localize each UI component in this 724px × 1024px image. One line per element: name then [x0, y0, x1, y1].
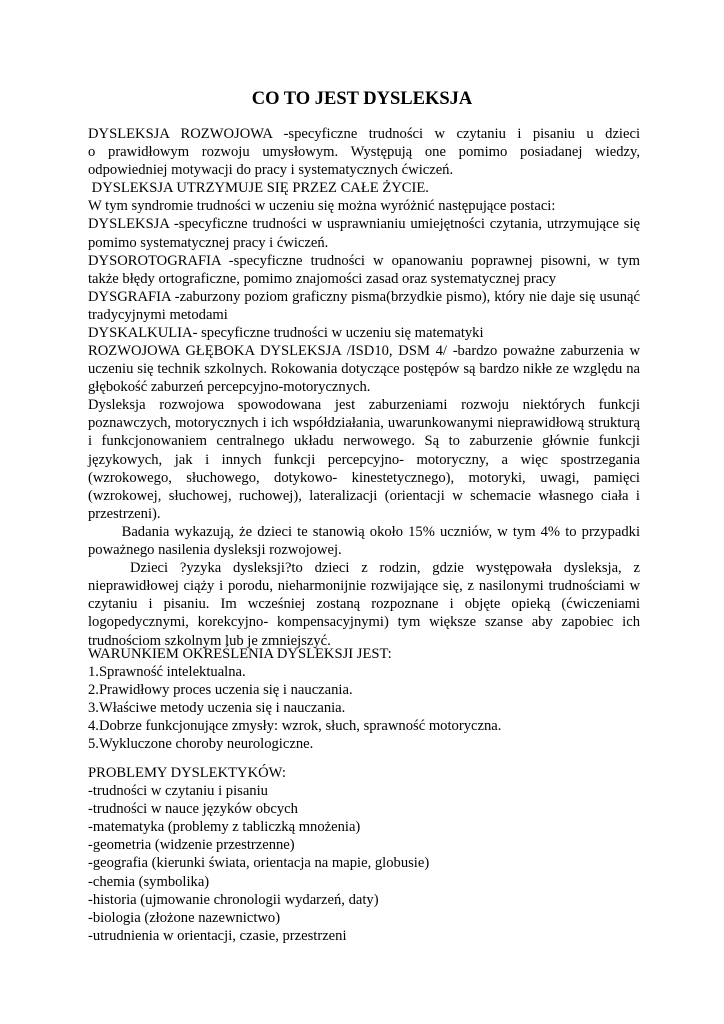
problems-item: -historia (ujmowanie chronologii wydarzeń, daty)	[88, 891, 379, 908]
text-line: (wzrokowej, słuchowej, ruchowej), lateralizacji (orientacji w schemacie własnego ciała i	[88, 487, 640, 504]
text-line: DYSLEKSJA ROZWOJOWA -specyficzne trudności w czytaniu i pisaniu u dzieci	[88, 126, 640, 142]
text-line: Badania wykazują, że dzieci te stanowią około 15% uczniów, w tym 4% to przypadki	[121, 523, 640, 540]
text-line: DYSOROTOGRAFIA -specyficzne trudności w opanowaniu poprawnej pisowni, w tym	[88, 252, 640, 269]
text-line: poważnego nasilenia dysleksji rozwojowej.	[88, 542, 342, 559]
problems-item: -trudności w czytaniu i pisaniu	[88, 783, 268, 800]
text-line: DYSKALKULIA- specyficzne trudności w uczeniu się matematyki	[88, 325, 484, 342]
text-line: odpowiedniej motywacji do pracy i systematycznych ćwiczeń.	[88, 162, 454, 179]
conditions-item: 3.Właściwe metody uczenia się i nauczania.	[88, 700, 346, 717]
conditions-item: 5.Wykluczone choroby neurologiczne.	[88, 736, 314, 753]
text-line: językowych, jak i innych funkcji percepcyjno- motoryczny, a więc spostrzegania	[88, 451, 640, 468]
text-line: przestrzeni).	[88, 505, 161, 522]
text-line: Dysleksja rozwojowa spowodowana jest zaburzeniami rozwoju niektórych funkcji	[88, 397, 640, 414]
text-line: czytaniu i pisaniu. Im wcześniej zostaną rozpoznane i objęte opieką (ćwiczeniami	[88, 596, 640, 613]
text-line: (wzrokowego, słuchowego, dotykowo- kinestetycznego), motoryki, uwagi, pamięci	[88, 469, 640, 486]
problems-item: -geografia (kierunki świata, orientacja na mapie, globusie)	[88, 855, 430, 872]
conditions-item: 2.Prawidłowy proces uczenia się i nauczania.	[88, 682, 353, 699]
text-line: pomimo systematycznej pracy i ćwiczeń.	[88, 234, 329, 251]
problems-item: -biologia (złożone nazewnictwo)	[88, 909, 281, 926]
text-line: logopedycznymi, korekcyjno- kompensacyjnymi) tym większe szanse aby zapobiec ich	[88, 614, 640, 631]
conditions-item: 4.Dobrze funkcjonujące zmysły: wzrok, słuch, sprawność motoryczna.	[88, 718, 502, 735]
text-line: tradycyjnymi metodami	[88, 306, 228, 323]
text-line: DYSLEKSJA UTRZYMUJE SIĘ PRZEZ CAŁE ŻYCIE.	[88, 180, 429, 197]
deep-dyslexia-section	[88, 342, 640, 650]
problems-item: -trudności w nauce języków obcych	[88, 801, 298, 818]
problems-heading: PROBLEMY DYSLEKTYKÓW:	[88, 765, 286, 781]
page-title: CO TO JEST DYSLEKSJA	[251, 89, 473, 109]
problems-item: -matematyka (problemy z tabliczką mnożenia)	[88, 819, 361, 836]
text-line: trudnościom szkolnym lub je zmniejszyć.	[88, 632, 331, 649]
problems-item: -utrudnienia w orientacji, czasie, przestrzeni	[88, 927, 347, 944]
problems-section	[88, 764, 640, 945]
problems-item: -chemia (symbolika)	[88, 873, 210, 890]
text-line: DYSGRAFIA -zaburzony poziom graficzny pisma(brzydkie pismo), który nie daje się usunąć	[88, 288, 640, 305]
conditions-item: 1.Sprawność intelektualna.	[88, 664, 246, 681]
text-line: o prawidłowym rozwoju umysłowym. Występują one pomimo posiadanej wiedzy,	[88, 144, 640, 161]
text-line: głębokość zaburzeń percepcyjno-motorycznych.	[88, 379, 371, 396]
text-line: W tym syndromie trudności w uczeniu się można wyróżnić następujące postaci:	[88, 198, 556, 215]
conditions-section	[88, 645, 640, 754]
text-line: uczeniu się technik szkolnych. Rokowania dotyczące postępów są bardzo nikłe ze względu na	[88, 361, 640, 378]
definitions-section	[88, 125, 640, 342]
text-line: nieprawidłowej ciąży i porodu, nieharmonijnie rozwijające się, z nasilonymi trudnościami w	[88, 578, 640, 595]
text-line: Dzieci ?yzyka dysleksji?to dzieci z rodzin, gdzie występowała dysleksja, z	[130, 560, 640, 577]
text-line: DYSLEKSJA -specyficzne trudności w usprawnianiu umiejętności czytania, utrzymujące się	[88, 216, 640, 233]
conditions-heading: WARUNKIEM OKREŚLENIA DYSLEKSJI JEST:	[88, 646, 392, 662]
text-line: poznawczych, motorycznych i ich współdziałania, uwarunkowanymi nieprawidłową strukturą	[88, 415, 640, 432]
text-line: i funkcjonowaniem centralnego układu nerwowego. Są to zaburzenie głównie funkcji	[88, 433, 640, 450]
problems-item: -geometria (widzenie przestrzenne)	[88, 837, 295, 854]
text-line: także błędy ortograficzne, pomimo znajomości zasad oraz systematycznej pracy	[88, 270, 557, 287]
text-line: ROZWOJOWA GŁĘBOKA DYSLEKSJA /ISD10, DSM 4/ -bardzo poważne zaburzenia w	[88, 343, 640, 359]
